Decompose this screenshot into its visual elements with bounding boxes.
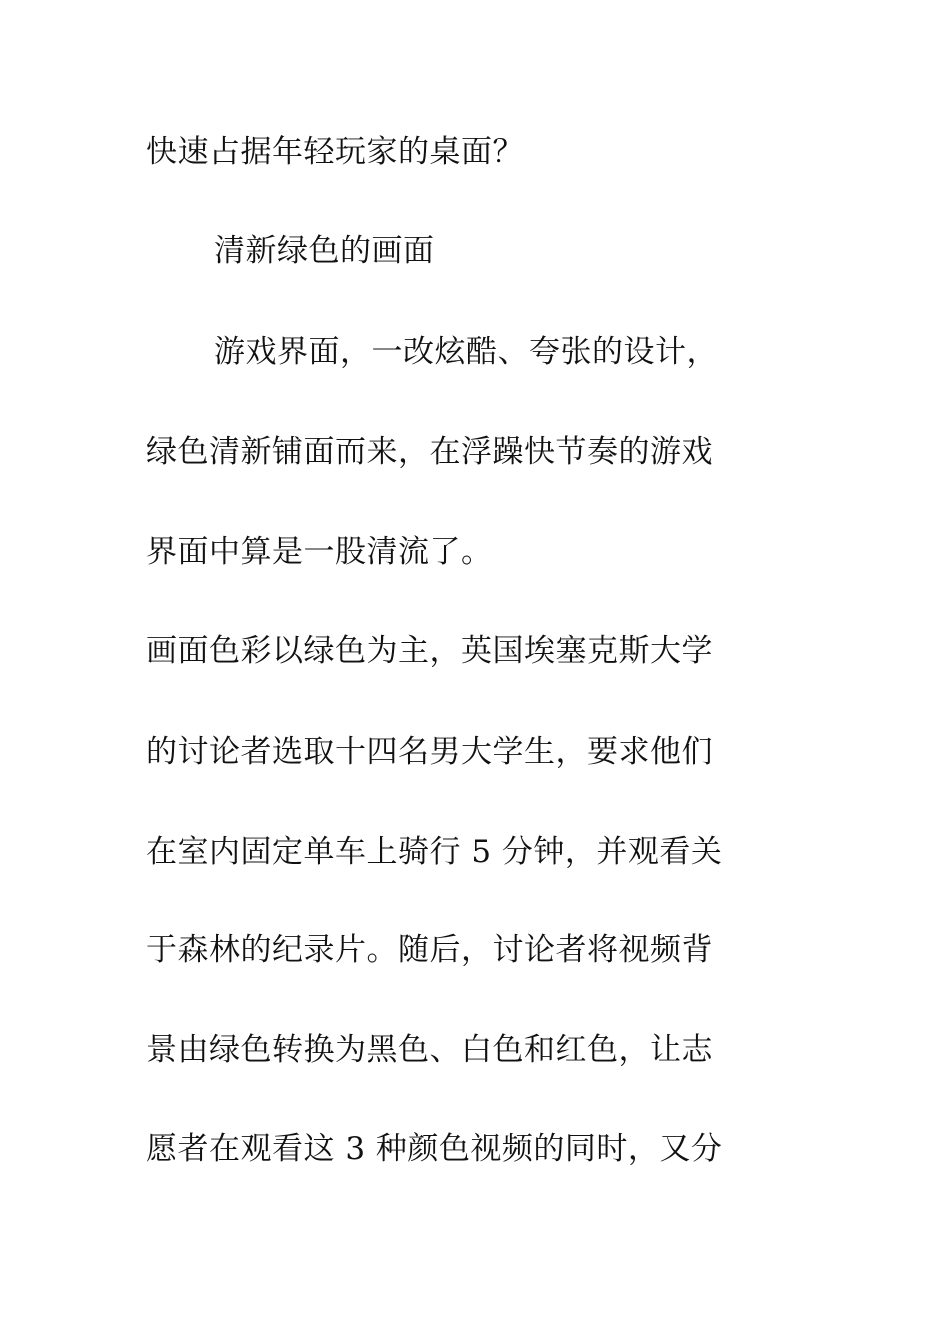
text-line: 景由绿色转换为黑色、白色和红色，让志 [146,1032,713,1068]
text-line: 游戏界面，一改炫酷、夸张的设计， [214,334,718,370]
text-line: 在室内固定单车上骑行 5 分钟，并观看关 [146,834,723,870]
text-line: 的讨论者选取十四名男大学生，要求他们 [146,734,713,770]
text-line: 于森林的纪录片。随后，讨论者将视频背 [146,932,713,968]
section-heading: 清新绿色的画面 [214,233,435,269]
text-line: 愿者在观看这 3 种颜色视频的同时，又分 [146,1131,723,1167]
text-line: 画面色彩以绿色为主，英国埃塞克斯大学 [146,633,713,669]
text-line: 绿色清新铺面而来，在浮躁快节奏的游戏 [146,434,713,470]
text-line: 界面中算是一股清流了。 [146,534,493,570]
text-line: 快速占据年轻玩家的桌面？ [146,134,524,170]
